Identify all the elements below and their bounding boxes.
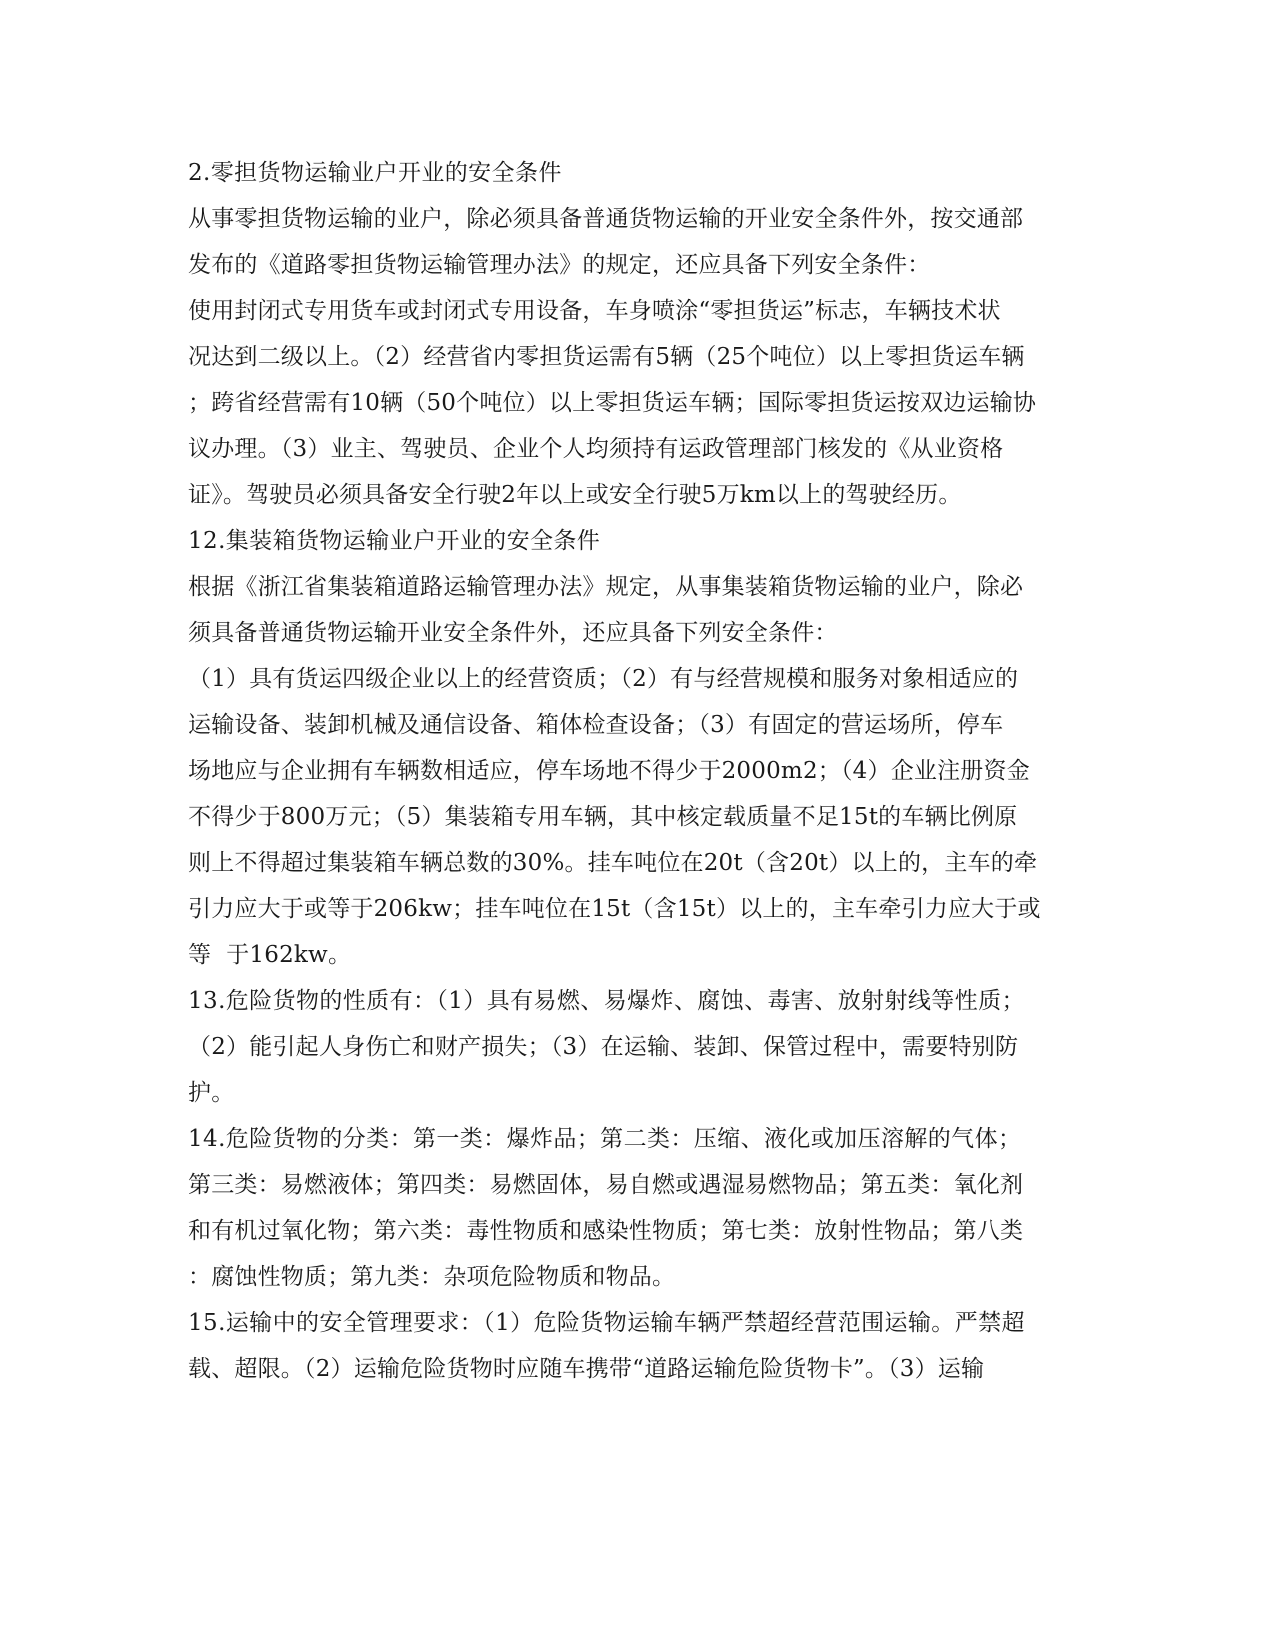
paragraph-line: 护。: [188, 1080, 235, 1106]
section-heading-2: 2.零担货物运输业户开业的安全条件: [188, 160, 562, 186]
paragraph-line: 运输设备、装卸机械及通信设备、箱体检查设备；（3）有固定的营运场所，停车: [188, 712, 1004, 738]
paragraph-line: 不得少于800万元；（5）集装箱专用车辆，其中核定载质量不足15t的车辆比例原: [188, 804, 1018, 830]
paragraph-line: 须具备普通货物运输开业安全条件外，还应具备下列安全条件：: [188, 620, 838, 646]
paragraph-line: 和有机过氧化物；第六类：毒性物质和感染性物质；第七类：放射性物品；第八类: [188, 1218, 1024, 1244]
paragraph-line: 载、超限。（2）运输危险货物时应随车携带“道路运输危险货物卡”。（3）运输: [188, 1356, 985, 1382]
paragraph-line: （2）能引起人身伤亡和财产损失；（3）在运输、装卸、保管过程中，需要特别防: [188, 1034, 1019, 1060]
paragraph-line: 场地应与企业拥有车辆数相适应，停车场地不得少于2000m2；（4）企业注册资金: [188, 758, 1030, 784]
paragraph-line: 使用封闭式专用货车或封闭式专用设备，车身喷涂“零担货运”标志，车辆技术状: [188, 298, 1001, 324]
section-heading-12: 12.集装箱货物运输业户开业的安全条件: [188, 528, 601, 554]
paragraph-line: 况达到二级以上。（2）经营省内零担货运需有5辆（25个吨位）以上零担货运车辆: [188, 344, 1025, 370]
paragraph-line: ；跨省经营需有10辆（50个吨位）以上零担货运车辆；国际零担货运按双边运输协: [188, 390, 1037, 416]
section-heading-13: 13.危险货物的性质有：（1）具有易燃、易爆炸、腐蚀、毒害、放射射线等性质；: [188, 988, 1025, 1014]
section-heading-14: 14.危险货物的分类：第一类：爆炸品；第二类：压缩、液化或加压溶解的气体；: [188, 1126, 1022, 1152]
section-heading-15: 15.运输中的安全管理要求：（1）危险货物运输车辆严禁超经营范围运输。严禁超: [188, 1310, 1025, 1336]
paragraph-line: ：腐蚀性物质；第九类：杂项危险物质和物品。: [188, 1264, 676, 1290]
paragraph-line: （1）具有货运四级企业以上的经营资质；（2）有与经营规模和服务对象相适应的: [188, 666, 1019, 692]
paragraph-line: 等 于162kw。: [188, 942, 352, 968]
paragraph-line: 根据《浙江省集装箱道路运输管理办法》规定，从事集装箱货物运输的业户，除必: [188, 574, 1024, 600]
paragraph-line: 证》。驾驶员必须具备安全行驶2年以上或安全行驶5万km以上的驾驶经历。: [188, 482, 962, 508]
paragraph-line: 则上不得超过集装箱车辆总数的30%。挂车吨位在20t（含20t）以上的，主车的牵: [188, 850, 1038, 876]
paragraph-line: 第三类：易燃液体；第四类：易燃固体，易自燃或遇湿易燃物品；第五类：氧化剂: [188, 1172, 1024, 1198]
paragraph-line: 从事零担货物运输的业户，除必须具备普通货物运输的开业安全条件外，按交通部: [188, 206, 1024, 232]
paragraph-line: 发布的《道路零担货物运输管理办法》的规定，还应具备下列安全条件：: [188, 252, 931, 278]
paragraph-line: 议办理。（3）业主、驾驶员、企业个人均须持有运政管理部门核发的《从业资格: [188, 436, 1004, 462]
paragraph-line: 引力应大于或等于206kw；挂车吨位在15t（含15t）以上的，主车牵引力应大于或: [188, 896, 1041, 922]
